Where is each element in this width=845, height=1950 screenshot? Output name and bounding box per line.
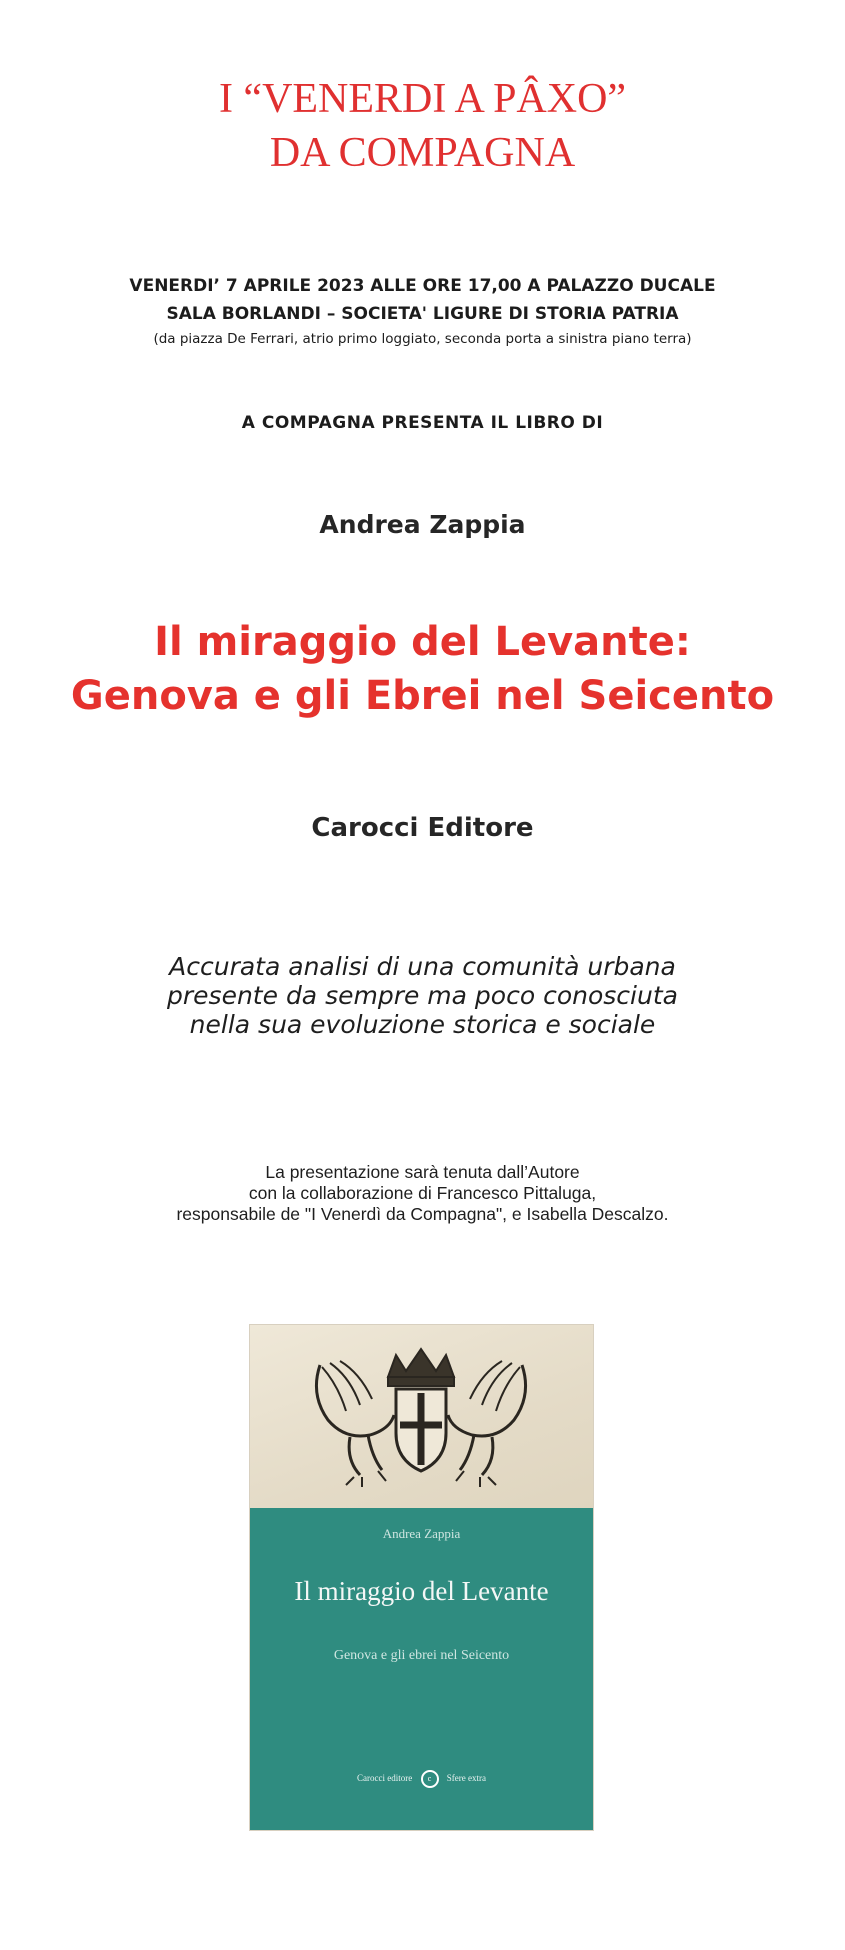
book-cover-image	[250, 1325, 593, 1830]
book-publisher: Carocci Editore	[311, 813, 534, 843]
event-date-time: VENERDI’ 7 APRILE 2023 ALLE ORE 17,00 A PALAZZO DUCALE	[129, 276, 716, 296]
cover-illustration-area	[250, 1325, 593, 1508]
credits-line2: con la collaborazione di Francesco Pittaluga,	[248, 1183, 597, 1203]
series-organizer: DA COMPAGNA	[269, 130, 576, 176]
presents-line: A COMPAGNA PRESENTA IL LIBRO DI	[241, 413, 604, 433]
cover-subtitle: Genova e gli ebrei nel Seicento	[333, 1648, 510, 1663]
cover-publisher	[250, 1770, 593, 1788]
description-line2: presente da sempre ma poco conosciuta	[167, 981, 678, 1010]
cover-teal-panel	[250, 1508, 593, 1830]
description-line3: nella sua evoluzione storica e sociale	[189, 1010, 656, 1039]
event-venue: SALA BORLANDI – SOCIETA' LIGURE DI STORIA PATRIA	[166, 304, 679, 324]
series-header	[0, 72, 845, 180]
book-title-line1: Il miraggio del Levante:	[154, 619, 691, 665]
cover-publisher-name: Carocci editore	[357, 1773, 413, 1784]
cover-title: Il miraggio del Levante	[294, 1576, 549, 1606]
series-title: I “VENERDI A PÂXO”	[218, 76, 627, 122]
event-directions: (da piazza De Ferrari, atrio primo loggiato, seconda porta a sinistra piano terra)	[153, 331, 692, 347]
presentation-credits	[0, 1162, 845, 1225]
event-details	[0, 272, 845, 350]
book-description	[0, 952, 845, 1039]
cover-author: Andrea Zappia	[382, 1526, 461, 1541]
credits-line3: responsabile de "I Venerdì da Compagna", e Isabella Descalzo.	[176, 1204, 669, 1224]
book-title-line2: Genova e gli Ebrei nel Seicento	[70, 673, 775, 719]
credits-line1: La presentazione sarà tenuta dall’Autore	[265, 1162, 580, 1182]
description-line1: Accurata analisi di una comunità urbana	[169, 952, 676, 981]
publisher-logo-icon: c	[421, 1770, 439, 1788]
book-author: Andrea Zappia	[319, 510, 526, 539]
coat-of-arms-icon	[250, 1325, 593, 1508]
book-title	[0, 615, 845, 723]
cover-series-name: Sfere extra	[446, 1773, 486, 1784]
